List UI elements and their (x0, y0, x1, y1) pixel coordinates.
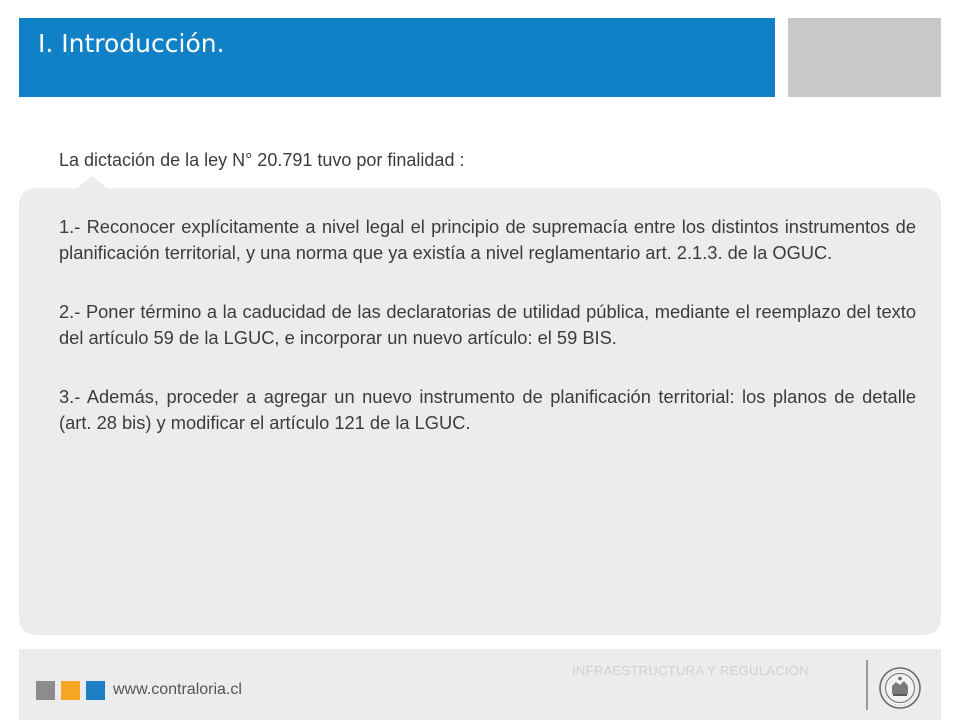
point-2: 2.- Poner término a la caducidad de las declaratorias de utilidad pública, mediante el reemplazo del texto del artículo 59 de la LGUC, e incorporar un nuevo artículo: el 59 BIS. (59, 301, 916, 348)
point-3: 3.- Además, proceder a agregar un nuevo instrumento de planificación territorial: los planos de detalle (art. 28 bis) y modificar el artículo 121 de la LGUC. (59, 386, 916, 433)
website-link[interactable]: www.contraloria.cl (113, 681, 242, 698)
point-1: 1.- Reconocer explícitamente a nivel legal el principio de supremacía entre los distintos instrumentos de planificación territorial, y una norma que ya existía a nivel reglamentario art. 2.1.3. de la OGUC. (59, 216, 916, 263)
footer-square-gray (36, 681, 55, 700)
panel-pointer (76, 176, 108, 189)
contraloria-seal-icon (878, 666, 922, 710)
footer-square-blue (86, 681, 105, 700)
points-list (59, 214, 916, 469)
intro-text: La dictación de la ley N° 20.791 tuvo por finalidad : (59, 150, 465, 170)
footer-tagline: INFRAESTRUCTURA Y REGULACIÓN (572, 663, 809, 678)
slide-title: I. Introducción. (38, 29, 225, 58)
header-side-block (788, 18, 941, 97)
footer-square-orange (61, 681, 80, 700)
footer-divider (866, 660, 868, 710)
